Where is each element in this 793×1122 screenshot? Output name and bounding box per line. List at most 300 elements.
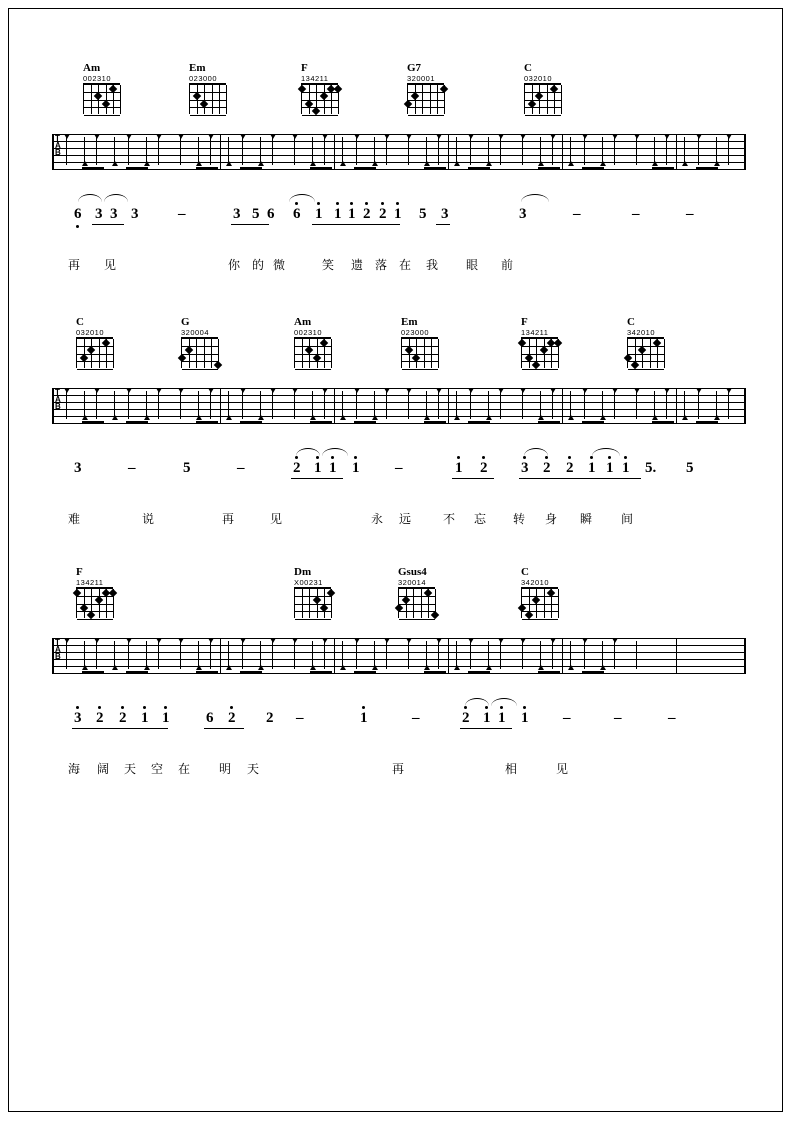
strum-stem [356, 137, 357, 165]
fretboard-string [331, 339, 332, 368]
note-number: – [412, 710, 420, 726]
lyric-syllable: 的 [252, 258, 265, 272]
strum-down-arrow [582, 388, 588, 393]
beam [310, 421, 332, 423]
strum-stem [158, 391, 159, 419]
staff-line [52, 395, 746, 396]
note-number: 1 [329, 461, 337, 476]
chord-diagram [520, 566, 566, 618]
lyric-syllable: 阔 [97, 762, 110, 776]
strum-down-arrow [436, 388, 442, 393]
note-number: 6 [206, 710, 214, 726]
strum-stem [128, 137, 129, 165]
strum-down-arrow [156, 638, 162, 643]
strum-down-arrow [696, 134, 702, 139]
strum-up-arrow [310, 161, 316, 166]
strum-down-arrow [612, 638, 618, 643]
beam [310, 671, 332, 673]
note-number: 5. [645, 460, 657, 476]
lyric-syllable: 间 [621, 512, 634, 526]
chord-fretboard [401, 337, 438, 368]
fretboard-fret [77, 369, 113, 370]
lyric-syllable: 再 [68, 258, 81, 272]
tab-staff [52, 638, 746, 684]
fretboard-fret [402, 369, 438, 370]
staff-start-barline [52, 638, 54, 673]
strum-up-arrow [144, 161, 150, 166]
lyric-syllable: 我 [426, 258, 439, 272]
note-number: 5 [183, 460, 191, 476]
strum-up-arrow [112, 665, 118, 670]
chord-fretboard [83, 83, 120, 114]
note-number: 1 [360, 711, 368, 726]
strum-down-arrow [240, 134, 246, 139]
note-number: 2 [119, 711, 127, 726]
strum-stem [128, 391, 129, 419]
beam [468, 671, 490, 673]
staff-line [52, 666, 746, 667]
strum-up-arrow [454, 161, 460, 166]
strum-down-arrow [354, 134, 360, 139]
note-number: 6 [74, 207, 82, 222]
note-number: 3 [441, 206, 449, 222]
tab-staff [52, 388, 746, 434]
strum-up-arrow [682, 161, 688, 166]
fretboard-fret [402, 361, 438, 362]
beam [354, 671, 376, 673]
note-number: 3 [131, 206, 139, 222]
lyric-syllable: 见 [556, 762, 569, 776]
strum-stem [66, 391, 67, 419]
strum-stem [614, 641, 615, 669]
strum-stem [500, 391, 501, 419]
note-number: – [237, 460, 245, 476]
lyric-syllable: 天 [124, 762, 137, 776]
strum-down-arrow [406, 638, 412, 643]
beam [310, 167, 332, 169]
strum-down-arrow [322, 134, 328, 139]
fretboard-fret [84, 107, 120, 108]
lyric-syllable: 瞬 [580, 512, 593, 526]
fretboard-string [120, 85, 121, 114]
strum-stem [386, 391, 387, 419]
beam [354, 167, 376, 169]
note-number: 3 [233, 206, 241, 222]
strum-up-arrow [82, 665, 88, 670]
beam [538, 421, 560, 423]
note-number: – [614, 710, 622, 726]
strum-down-arrow [384, 638, 390, 643]
note-number: 1 [334, 207, 342, 222]
fretboard-string [438, 339, 439, 368]
strum-up-arrow [310, 415, 316, 420]
tab-letter: A [55, 140, 61, 150]
note-number: – [296, 710, 304, 726]
chord-name: F [76, 566, 83, 578]
note-number: 2 [228, 711, 236, 726]
fretboard-string [561, 85, 562, 114]
strum-down-arrow [208, 388, 214, 393]
strum-stem [408, 391, 409, 419]
strum-down-arrow [94, 388, 100, 393]
lyric-syllable: 前 [501, 258, 514, 272]
note-number: 1 [162, 711, 170, 726]
chord-name: C [76, 316, 84, 328]
strum-up-arrow [538, 161, 544, 166]
strum-down-arrow [498, 134, 504, 139]
strum-stem [728, 137, 729, 165]
rhythm-underbar [204, 728, 244, 729]
barline [220, 638, 221, 673]
lyric-syllable: 明 [219, 762, 232, 776]
strum-stem [728, 391, 729, 419]
strum-up-arrow [112, 161, 118, 166]
strum-down-arrow [270, 388, 276, 393]
strum-stem [294, 391, 295, 419]
strum-down-arrow [156, 134, 162, 139]
strum-down-arrow [612, 388, 618, 393]
strum-up-arrow [112, 415, 118, 420]
note-number: 1 [141, 711, 149, 726]
note-number: 1 [622, 461, 630, 476]
fretboard-fret [399, 604, 435, 605]
strum-down-arrow [468, 638, 474, 643]
lyric-syllable: 笑 [322, 258, 335, 272]
note-number: 3 [110, 206, 118, 222]
chord-fingering: 032010 [76, 328, 105, 337]
rhythm-underbar [452, 478, 494, 479]
note-number: – [632, 206, 640, 222]
strum-up-arrow [144, 665, 150, 670]
strum-stem [584, 641, 585, 669]
note-number: – [128, 460, 136, 476]
strum-down-arrow [292, 638, 298, 643]
strum-up-arrow [454, 665, 460, 670]
strum-stem [242, 137, 243, 165]
barline [334, 638, 335, 673]
barline [220, 388, 221, 423]
chord-diagram [400, 316, 446, 368]
tab-letter: A [55, 394, 61, 404]
staff-start-barline [52, 134, 54, 169]
lyric-syllable: 空 [151, 762, 164, 776]
chord-fretboard [521, 587, 558, 618]
note-number: – [686, 206, 694, 222]
lyric-syllable: 相 [505, 762, 518, 776]
chord-fingering: 023000 [401, 328, 430, 337]
strum-stem [698, 137, 699, 165]
strum-stem [180, 391, 181, 419]
fretboard-fret [408, 115, 444, 116]
rhythm-underbar [291, 478, 343, 479]
strum-down-arrow [208, 134, 214, 139]
fretboard-fret [302, 115, 338, 116]
strum-down-arrow [664, 134, 670, 139]
strum-stem [522, 391, 523, 419]
chord-name: F [301, 62, 308, 74]
strum-stem [272, 641, 273, 669]
staff-line [52, 659, 746, 660]
strum-up-arrow [652, 415, 658, 420]
barline [448, 388, 449, 423]
strum-stem [356, 391, 357, 419]
strum-stem [666, 391, 667, 419]
note-number: – [573, 206, 581, 222]
rhythm-underbar [436, 224, 450, 225]
strum-up-arrow [424, 415, 430, 420]
strum-stem [636, 641, 637, 669]
strum-up-arrow [226, 161, 232, 166]
strum-down-arrow [94, 638, 100, 643]
strum-down-arrow [292, 134, 298, 139]
strum-down-arrow [64, 134, 70, 139]
fretboard-fret [190, 107, 226, 108]
strum-down-arrow [178, 638, 184, 643]
strum-down-arrow [498, 638, 504, 643]
note-number: 1 [521, 711, 529, 726]
fretboard-fret [522, 604, 558, 605]
chord-name: C [521, 566, 529, 578]
chord-fingering: 134211 [521, 328, 549, 337]
note-number: 2 [379, 207, 387, 222]
strum-up-arrow [82, 415, 88, 420]
strum-down-arrow [406, 134, 412, 139]
note-number: 1 [348, 207, 356, 222]
staff-line [52, 148, 746, 149]
chord-fingering: 320001 [407, 74, 436, 83]
strum-up-arrow [372, 161, 378, 166]
strum-up-arrow [600, 161, 606, 166]
beam [126, 421, 148, 423]
note-number: 1 [498, 711, 506, 726]
note-number: 5 [419, 206, 427, 222]
chord-name: G7 [407, 62, 422, 74]
strum-down-arrow [520, 638, 526, 643]
chord-diagram [523, 62, 569, 114]
strum-up-arrow [258, 415, 264, 420]
barline [676, 638, 677, 673]
chord-diagram [626, 316, 672, 368]
strum-up-arrow [600, 415, 606, 420]
beam [696, 167, 718, 169]
chord-diagram [293, 316, 339, 368]
strum-up-arrow [682, 415, 688, 420]
chord-fretboard [524, 83, 561, 114]
strum-up-arrow [372, 415, 378, 420]
staff-line [52, 416, 746, 417]
chord-diagram [520, 316, 566, 368]
fretboard-fret [295, 596, 331, 597]
strum-up-arrow [600, 665, 606, 670]
lyric-syllable: 再 [222, 512, 235, 526]
strum-up-arrow [714, 415, 720, 420]
beam [240, 671, 262, 673]
fretboard-fret [182, 361, 218, 362]
strum-up-arrow [424, 665, 430, 670]
beam [82, 421, 104, 423]
beam [424, 671, 446, 673]
beam [538, 671, 560, 673]
chord-fingering: 002310 [294, 328, 323, 337]
fretboard-fret [522, 369, 558, 370]
chord-name: Gsus4 [398, 566, 427, 578]
note-number: 1 [352, 461, 360, 476]
note-number: 3 [519, 206, 527, 222]
chord-fretboard [76, 587, 113, 618]
lyric-syllable: 遗 [351, 258, 364, 272]
strum-stem [552, 137, 553, 165]
rhythm-underbar [460, 728, 512, 729]
chord-fretboard [627, 337, 664, 368]
chord-diagram [75, 316, 121, 368]
staff-line [52, 402, 746, 403]
lyric-syllable: 落 [375, 258, 388, 272]
note-number: 5 [252, 206, 260, 222]
note-number: 2 [462, 711, 470, 726]
strum-down-arrow [270, 134, 276, 139]
chord-diagram [180, 316, 226, 368]
beam [652, 421, 674, 423]
staff-line [52, 409, 746, 410]
strum-stem [470, 391, 471, 419]
note-number: 3 [521, 461, 529, 476]
lyric-syllable: 你 [228, 258, 241, 272]
beam [582, 671, 604, 673]
chord-fretboard [294, 337, 331, 368]
strum-down-arrow [520, 388, 526, 393]
staff-end-barline [744, 388, 746, 423]
beam [538, 167, 560, 169]
fretboard-fret [182, 369, 218, 370]
strum-down-arrow [126, 134, 132, 139]
lyric-syllable: 身 [545, 512, 558, 526]
lyric-syllable: 不 [443, 512, 456, 526]
strum-stem [500, 641, 501, 669]
chord-name: Dm [294, 566, 312, 578]
chord-fretboard [398, 587, 435, 618]
fretboard-fret [84, 92, 120, 93]
tab-letter: T [55, 133, 60, 143]
chord-diagram [397, 566, 443, 618]
lyric-syllable: 天 [247, 762, 260, 776]
strum-down-arrow [498, 388, 504, 393]
note-number: 2 [566, 461, 574, 476]
strum-stem [438, 391, 439, 419]
strum-stem [180, 137, 181, 165]
strum-stem [666, 137, 667, 165]
strum-up-arrow [454, 415, 460, 420]
fretboard-fret [77, 619, 113, 620]
strum-down-arrow [550, 638, 556, 643]
beam [652, 167, 674, 169]
beam [82, 671, 104, 673]
barline [334, 388, 335, 423]
strum-up-arrow [486, 415, 492, 420]
note-number: 1 [588, 461, 596, 476]
strum-up-arrow [568, 161, 574, 166]
fretboard-fret [525, 115, 561, 116]
fretboard-fret [399, 611, 435, 612]
chord-name: G [181, 316, 190, 328]
fretboard-fret [522, 619, 558, 620]
staff-line [52, 155, 746, 156]
strum-stem [470, 641, 471, 669]
note-number: 1 [394, 207, 402, 222]
strum-down-arrow [354, 638, 360, 643]
barline [448, 134, 449, 169]
strum-down-arrow [178, 134, 184, 139]
strum-down-arrow [64, 388, 70, 393]
chord-diagram [75, 566, 121, 618]
strum-stem [408, 137, 409, 165]
note-number: 3 [74, 460, 82, 476]
note-number: – [178, 206, 186, 222]
chord-fingering: 134211 [301, 74, 329, 83]
strum-stem [470, 137, 471, 165]
strum-stem [96, 137, 97, 165]
fretboard-fret [295, 346, 331, 347]
note-number: 5 [686, 460, 694, 476]
fretboard-fret [295, 619, 331, 620]
strum-stem [242, 391, 243, 419]
beam [354, 421, 376, 423]
strum-stem [96, 641, 97, 669]
strum-down-arrow [582, 134, 588, 139]
strum-up-arrow [340, 665, 346, 670]
strum-down-arrow [384, 388, 390, 393]
chord-fingering: 342010 [627, 328, 656, 337]
fretboard-fret [628, 354, 664, 355]
strum-up-arrow [226, 415, 232, 420]
staff-line [52, 141, 746, 142]
fretboard-fret [295, 611, 331, 612]
chord-fingering: X00231 [294, 578, 323, 587]
tab-staff [52, 134, 746, 180]
strum-stem [210, 137, 211, 165]
strum-stem [272, 137, 273, 165]
strum-stem [522, 137, 523, 165]
strum-up-arrow [538, 665, 544, 670]
beam [468, 167, 490, 169]
beam [82, 167, 104, 169]
barline [562, 638, 563, 673]
fretboard-fret [522, 346, 558, 347]
strum-up-arrow [486, 161, 492, 166]
strum-up-arrow [82, 161, 88, 166]
fretboard-string [664, 339, 665, 368]
fretboard-string [558, 589, 559, 618]
barline [676, 134, 677, 169]
staff-line [52, 652, 746, 653]
strum-stem [500, 137, 501, 165]
tab-letter: A [55, 644, 61, 654]
beam [240, 421, 262, 423]
strum-stem [356, 641, 357, 669]
rhythm-underbar [231, 224, 269, 225]
chord-fingering: 320014 [398, 578, 427, 587]
strum-stem [522, 641, 523, 669]
strum-up-arrow [486, 665, 492, 670]
note-number: 1 [455, 461, 463, 476]
strum-up-arrow [144, 415, 150, 420]
strum-down-arrow [156, 388, 162, 393]
fretboard-fret [295, 361, 331, 362]
strum-stem [158, 137, 159, 165]
staff-start-barline [52, 388, 54, 423]
rhythm-underbar [92, 224, 124, 225]
strum-down-arrow [520, 134, 526, 139]
chord-name: F [521, 316, 528, 328]
